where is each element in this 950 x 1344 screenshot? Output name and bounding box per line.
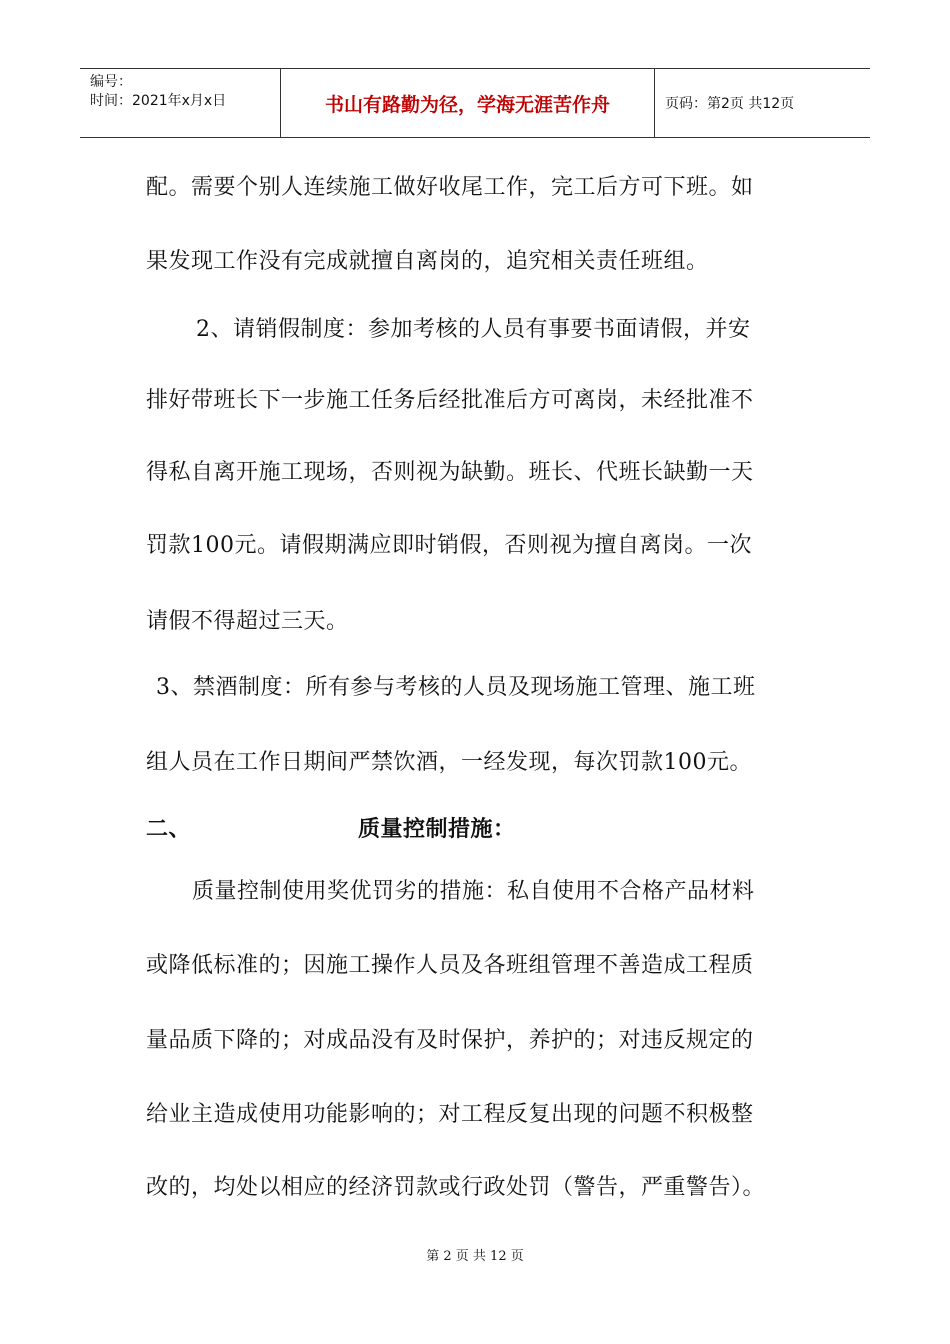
section-line: 改的，均处以相应的经济罚款或行政处罚（警告，严重警告）。 (146, 1175, 766, 1200)
section-title: 质量控制措施： (358, 816, 516, 842)
section-line: 质量控制使用奖优罚劣的措施：私自使用不合格产品材料 (192, 879, 755, 904)
body-line: 配。需要个别人连续施工做好收尾工作，完工后方可下班。如 (146, 175, 754, 200)
number-label: 编号： (90, 74, 132, 90)
body-line: 组人员在工作日期间严禁饮酒，一经发现，每次罚款100元。 (146, 750, 752, 775)
header-meta (80, 69, 281, 137)
body-line: 3、禁酒制度：所有参与考核的人员及现场施工管理、施工班 (156, 675, 756, 700)
body-line: 罚款100元。请假期满应即时销假，否则视为擅自离岗。一次 (146, 533, 752, 558)
header-motto: 书山有路勤为径，学海无涯苦作舟 (281, 69, 655, 137)
body-line: 请假不得超过三天。 (146, 609, 349, 634)
section-line: 给业主造成使用功能影响的；对工程反复出现的问题不积极整 (146, 1102, 754, 1127)
body-line: 排好带班长下一步施工任务后经批准后方可离岗，未经批准不 (146, 388, 754, 413)
body-line: 得私自离开施工现场，否则视为缺勤。班长、代班长缺勤一天 (146, 460, 754, 485)
page-footer: 第 2 页 共 12 页 (426, 1249, 524, 1264)
page-header (80, 68, 870, 138)
section-number: 二、 (146, 816, 192, 842)
section-line: 量品质下降的；对成品没有及时保护，养护的；对违反规定的 (146, 1028, 754, 1053)
section-line: 或降低标准的；因施工操作人员及各班组管理不善造成工程质 (146, 953, 754, 978)
header-page-info: 页码：第2页 共12页 (665, 96, 795, 112)
body-line: 果发现工作没有完成就擅自离岗的，追究相关责任班组。 (146, 249, 709, 274)
time-label: 时间：2021年x月x日 (90, 93, 227, 109)
body-line: 2、请销假制度：参加考核的人员有事要书面请假，并安 (196, 317, 751, 342)
